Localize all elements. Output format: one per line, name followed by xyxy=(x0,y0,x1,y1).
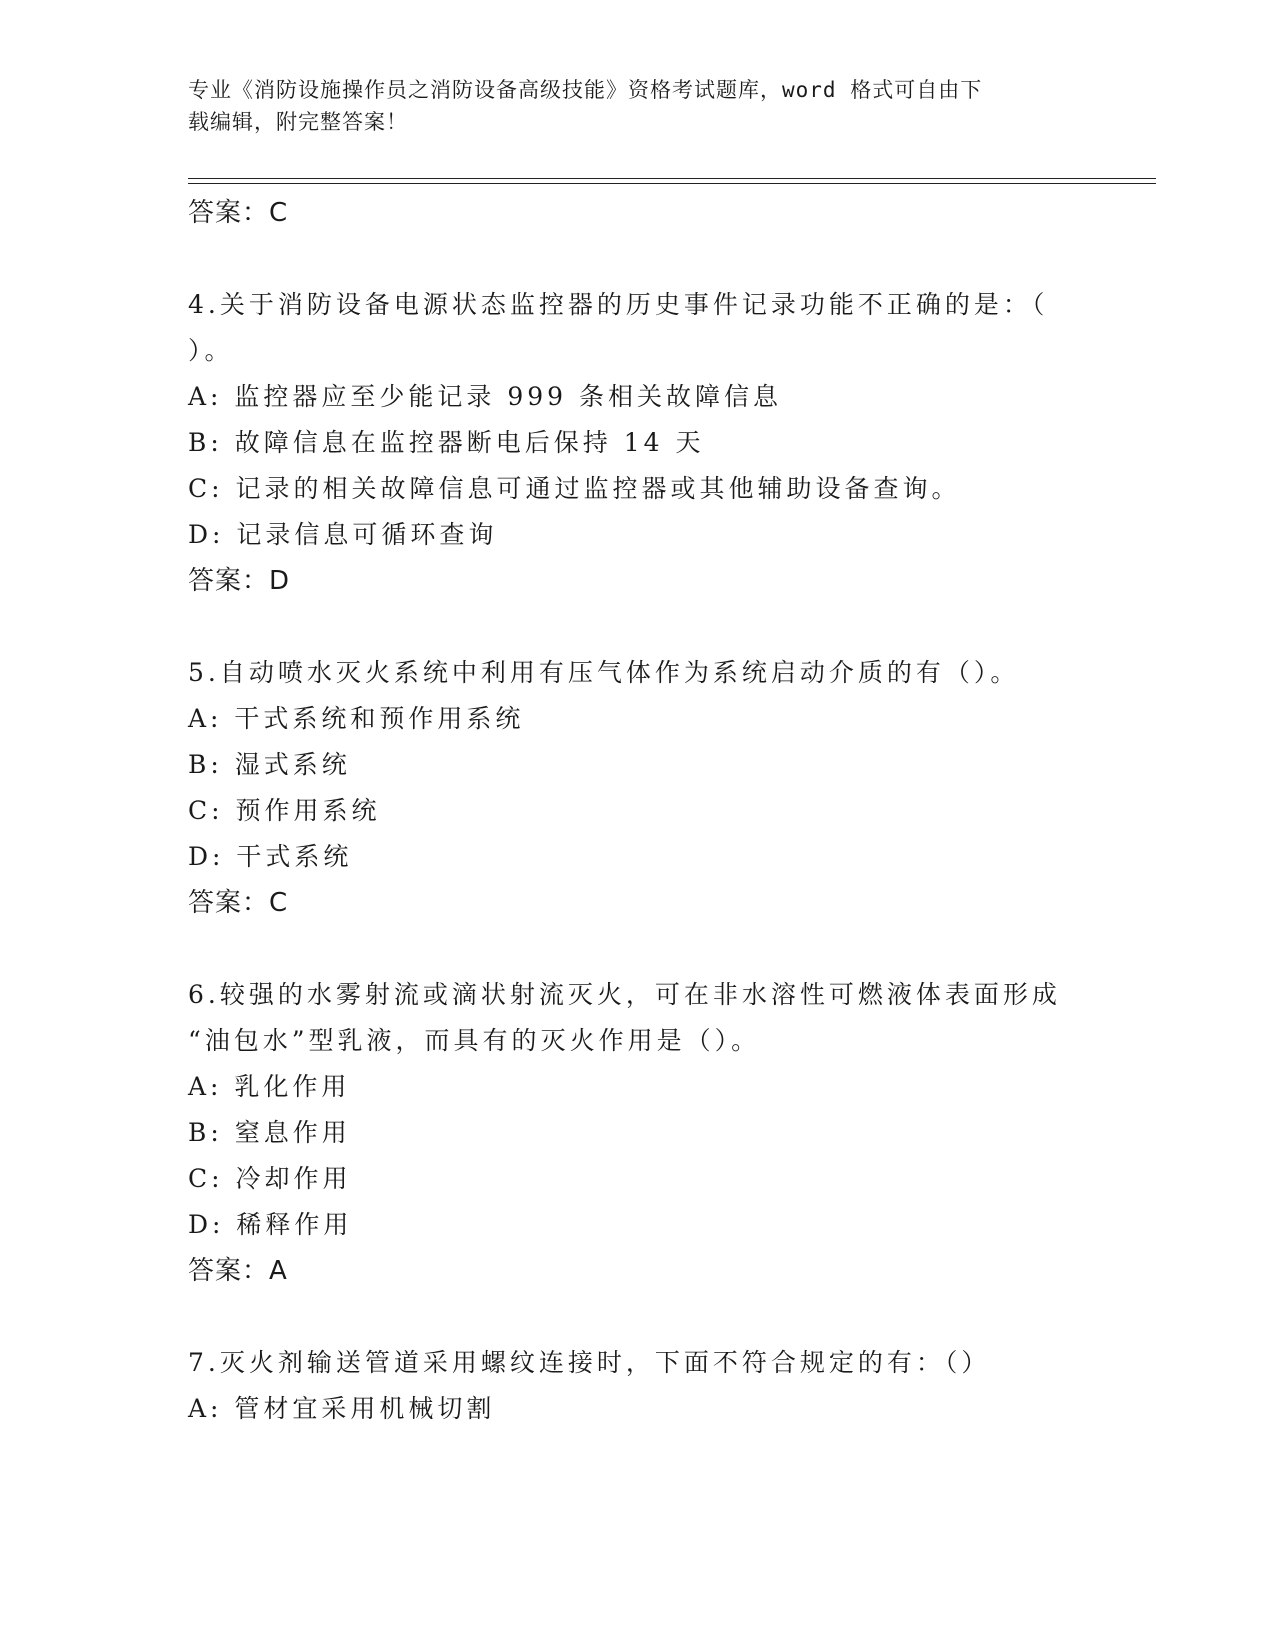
answer-line: 答案：A xyxy=(188,1256,288,1286)
question-stem: “油包水”型乳液，而具有的灭火作用是（）。 xyxy=(188,1026,761,1055)
option-b: B: 窒息作用 xyxy=(188,1118,351,1147)
question-4 xyxy=(188,282,1088,604)
option-b: B: 湿式系统 xyxy=(188,750,351,779)
header-rule-bottom xyxy=(188,183,1156,184)
option-a: A: 干式系统和预作用系统 xyxy=(188,704,525,733)
option-a: A: 乳化作用 xyxy=(188,1072,351,1101)
option-c: C: 冷却作用 xyxy=(188,1164,352,1193)
question-stem: 6.较强的水雾射流或滴状射流灭火，可在非水溶性可燃液体表面形成 xyxy=(188,980,1061,1009)
question-list xyxy=(188,190,1088,1432)
question-stem: 7.灭火剂输送管道采用螺纹连接时，下面不符合规定的有：（） xyxy=(188,1348,991,1377)
option-b: B: 故障信息在监控器断电后保持 14 天 xyxy=(188,428,705,457)
option-c: C: 预作用系统 xyxy=(188,796,381,825)
header-line-1: 专业《消防设施操作员之消防设备高级技能》资格考试题库，word 格式可自由下 xyxy=(188,78,983,102)
answer-line: 答案：C xyxy=(188,888,289,918)
option-c: C: 记录的相关故障信息可通过监控器或其他辅助设备查询。 xyxy=(188,474,961,503)
question-stem: 4.关于消防设备电源状态监控器的历史事件记录功能不正确的是：（ xyxy=(188,290,1049,319)
question-stem: ）。 xyxy=(188,336,234,365)
option-d: D: 记录信息可循环查询 xyxy=(188,520,498,549)
answer-line: 答案：D xyxy=(188,566,291,596)
page-header xyxy=(188,74,1068,138)
option-a: A: 管材宜采用机械切割 xyxy=(188,1394,496,1423)
answer-line: 答案：C xyxy=(188,198,289,228)
question-6 xyxy=(188,972,1088,1294)
option-d: D: 干式系统 xyxy=(188,842,353,871)
question-5 xyxy=(188,650,1088,926)
question-stem: 5.自动喷水灭火系统中利用有压气体作为系统启动介质的有（）。 xyxy=(188,658,1020,687)
option-a: A: 监控器应至少能记录 999 条相关故障信息 xyxy=(188,382,783,411)
header-rule-top xyxy=(188,178,1156,179)
header-line-2: 载编辑，附完整答案！ xyxy=(188,110,408,134)
question-7 xyxy=(188,1340,1088,1432)
option-d: D: 稀释作用 xyxy=(188,1210,353,1239)
